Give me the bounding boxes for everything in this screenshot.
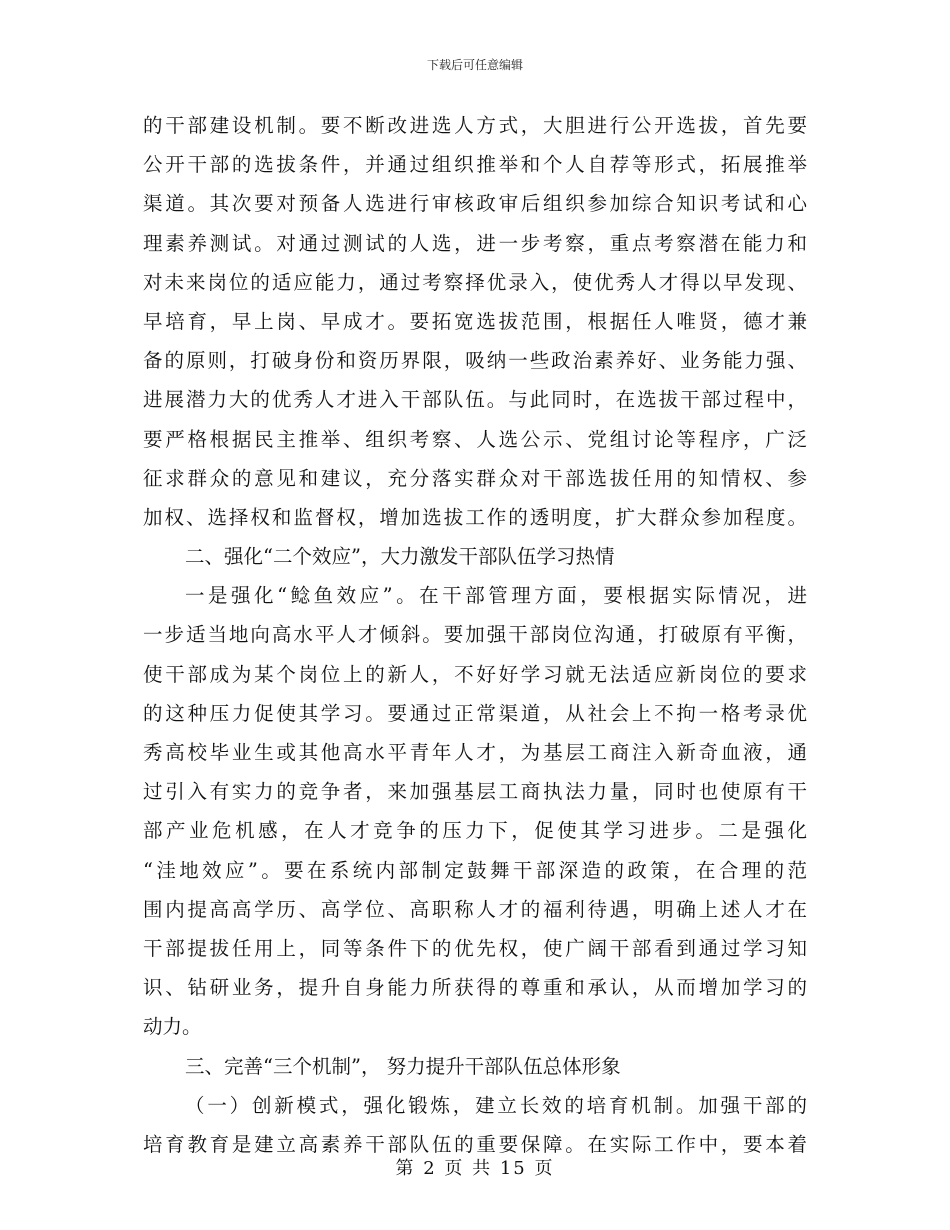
text-line: 培育教育是建立高素养干部队伍的重要保障。在实际工作中，要本着 xyxy=(143,1132,807,1156)
text-line: 一步适当地向高水平人才倾斜。要加强干部岗位沟通，打破原有平衡， xyxy=(143,623,807,647)
text-line: 秀高校毕业生或其他高水平青年人才，为基层工商注入新奇血液，通 xyxy=(143,741,807,764)
text-line: 的这种压力促使其学习。要通过正常渠道，从社会上不拘一格考录优 xyxy=(143,701,807,725)
text-line: 一是强化“鲶鱼效应”。在干部管理方面，要根据实际情况，进 xyxy=(185,584,807,608)
text-line: 早培育，早上岗、早成才。要拓宽选拔范围，根据任人唯贤，德才兼 xyxy=(143,309,807,333)
text-line: 备的原则，打破身份和资历界限，吸纳一些政治素养好、业务能力强、 xyxy=(143,349,807,373)
text-line: 公开干部的选拔条件，并通过组织推举和个人自荐等形式，拓展推举 xyxy=(143,153,807,177)
text-line: 要严格根据民主推举、组织考察、人选公示、党组讨论等程序，广泛 xyxy=(143,427,807,451)
text-line: 二、强化“二个效应”，大力激发干部队伍学习热情 xyxy=(185,545,615,569)
text-line: 动力。 xyxy=(143,1015,202,1039)
text-line: “洼地效应”。要在系统内部制定鼓舞干部深造的政策，在合理的范 xyxy=(143,858,807,882)
text-line: 使干部成为某个岗位上的新人，不好好学习就无法适应新岗位的要求 xyxy=(143,662,807,686)
text-line: 围内提高高学历、高学位、高职称人才的福利待遇，明确上述人才在 xyxy=(143,897,807,921)
text-line: 干部提拔任用上，同等条件下的优先权，使广阔干部看到通过学习知 xyxy=(143,936,807,960)
text-line: 识、钻研业务，提升自身能力所获得的尊重和承认，从而增加学习的 xyxy=(143,976,807,1000)
text-line: 过引入有实力的竞争者，来加强基层工商执法力量，同时也使原有干 xyxy=(143,780,807,804)
text-line: 征求群众的意见和建议，充分落实群众对干部选拔任用的知情权、参 xyxy=(143,466,807,490)
document-body xyxy=(143,106,807,1164)
text-line: 理素养测试。对通过测试的人选，进一步考察，重点考察潜在能力和 xyxy=(143,231,807,255)
text-line: （一）创新模式，强化锻炼，建立长效的培育机制。加强干部的 xyxy=(185,1093,807,1117)
page-header: 下载后可任意编辑 xyxy=(426,58,523,72)
text-line: 对未来岗位的适应能力，通过考察择优录入，使优秀人才得以早发现、 xyxy=(143,270,807,294)
text-line: 部产业危机感，在人才竞争的压力下，促使其学习进步。二是强化 xyxy=(143,819,807,843)
text-line: 加权、选择权和监督权，增加选拔工作的透明度，扩大群众参加程度。 xyxy=(143,505,807,529)
text-line: 进展潜力大的优秀人才进入干部队伍。与此同时，在选拔干部过程中， xyxy=(143,388,807,412)
text-line: 渠道。其次要对预备人选进行审核政审后组织参加综合知识考试和心 xyxy=(143,192,807,216)
text-line: 的干部建设机制。要不断改进选人方式，大胆进行公开选拔，首先要 xyxy=(143,114,807,137)
text-line: 三、完善“三个机制”， 努力提升干部队伍总体形象 xyxy=(185,1054,621,1078)
page-footer: 第 2 页 共 15 页 xyxy=(395,1158,555,1179)
